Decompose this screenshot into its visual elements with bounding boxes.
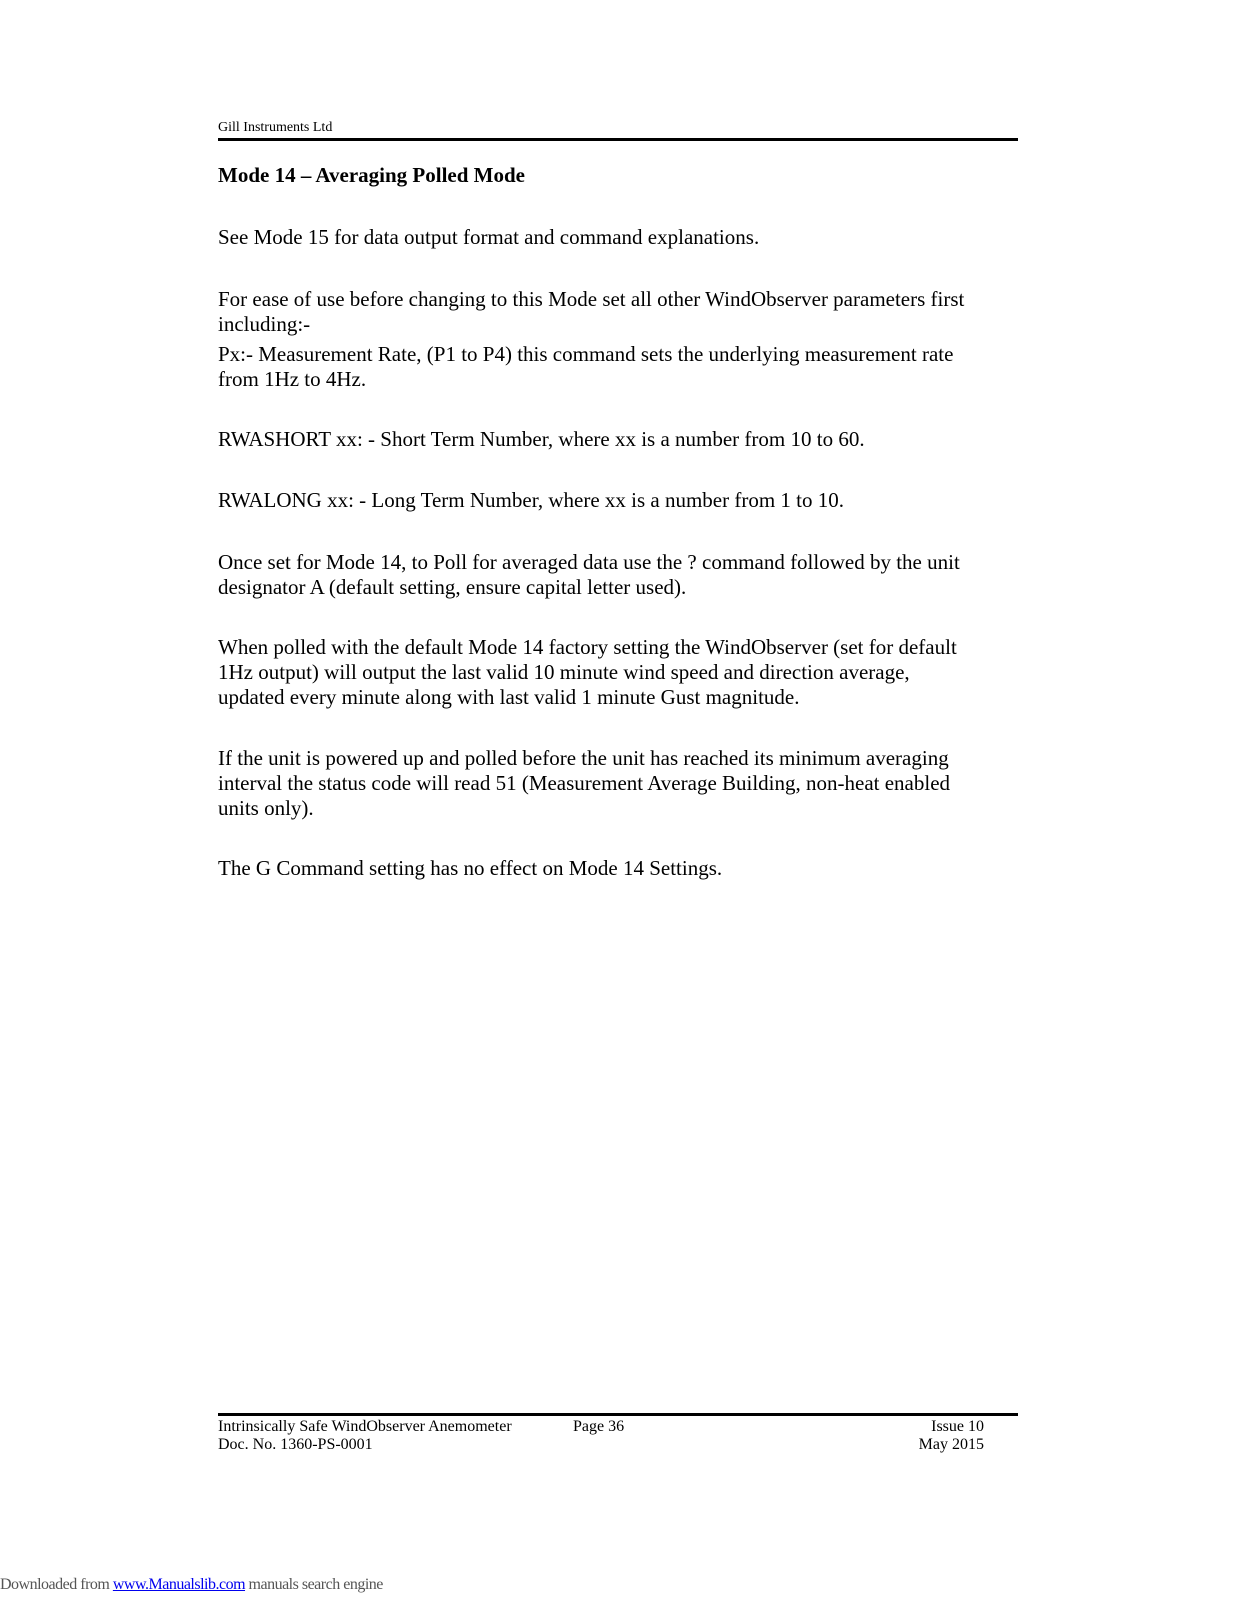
section-title: Mode 14 – Averaging Polled Mode bbox=[218, 163, 525, 187]
paragraph-default-setting bbox=[218, 635, 1018, 710]
paragraph-line: Once set for Mode 14, to Poll for averaged data use the ? command followed by the unit bbox=[218, 550, 960, 574]
paragraph-rwashort bbox=[218, 427, 1018, 452]
header-rule bbox=[218, 138, 1018, 141]
paragraph-line: Px:- Measurement Rate, (P1 to P4) this command sets the underlying measurement rate bbox=[218, 342, 954, 366]
paragraph-line: designator A (default setting, ensure capital letter used). bbox=[218, 575, 687, 599]
footer-doc-number: Doc. No. 1360-PS-0001 bbox=[218, 1436, 373, 1453]
paragraph-line: from 1Hz to 4Hz. bbox=[218, 367, 367, 391]
footer-page-number: Page 36 bbox=[573, 1418, 625, 1435]
footer-rule bbox=[218, 1413, 1018, 1416]
paragraph-line: 1Hz output) will output the last valid 10 minute wind speed and direction average, bbox=[218, 660, 910, 684]
manualslib-link[interactable]: www.Manualslib.com bbox=[112, 1576, 246, 1593]
paragraph-line: interval the status code will read 51 (Measurement Average Building, non-heat enabled bbox=[218, 771, 951, 795]
paragraph-line: units only). bbox=[218, 796, 314, 820]
footer-product: Intrinsically Safe WindObserver Anemometer bbox=[218, 1418, 512, 1435]
download-banner bbox=[0, 1576, 383, 1594]
paragraph-poll-instructions bbox=[218, 550, 1018, 600]
paragraph-ease-of-use bbox=[218, 287, 1018, 337]
paragraph-text: RWALONG xx: - Long Term Number, where xx is a number from 1 to 10. bbox=[218, 488, 845, 512]
paragraph-line: updated every minute along with last valid 1 minute Gust magnitude. bbox=[218, 685, 800, 709]
header-company: Gill Instruments Ltd bbox=[218, 120, 333, 135]
paragraph-line: For ease of use before changing to this Mode set all other WindObserver parameters first bbox=[218, 287, 965, 311]
paragraph-rwalong bbox=[218, 488, 1018, 513]
paragraph-see-mode-15 bbox=[218, 225, 1018, 250]
paragraph-line: including:- bbox=[218, 312, 311, 336]
paragraph-status-code bbox=[218, 746, 1018, 821]
paragraph-g-command bbox=[218, 856, 1018, 881]
footer-issue: Issue 10 bbox=[931, 1418, 984, 1435]
paragraph-text: The G Command setting has no effect on Mode 14 Settings. bbox=[218, 856, 723, 880]
download-prefix: Downloaded from bbox=[0, 1576, 113, 1593]
paragraph-line: When polled with the default Mode 14 factory setting the WindObserver (set for default bbox=[218, 635, 957, 659]
paragraph-text: RWASHORT xx: - Short Term Number, where xx is a number from 10 to 60. bbox=[218, 427, 865, 451]
footer-date: May 2015 bbox=[918, 1436, 984, 1453]
paragraph-line: If the unit is powered up and polled before the unit has reached its minimum averaging bbox=[218, 746, 949, 770]
download-suffix: manuals search engine bbox=[245, 1576, 383, 1593]
paragraph-measurement-rate bbox=[218, 342, 1018, 392]
paragraph-text: See Mode 15 for data output format and command explanations. bbox=[218, 225, 760, 249]
